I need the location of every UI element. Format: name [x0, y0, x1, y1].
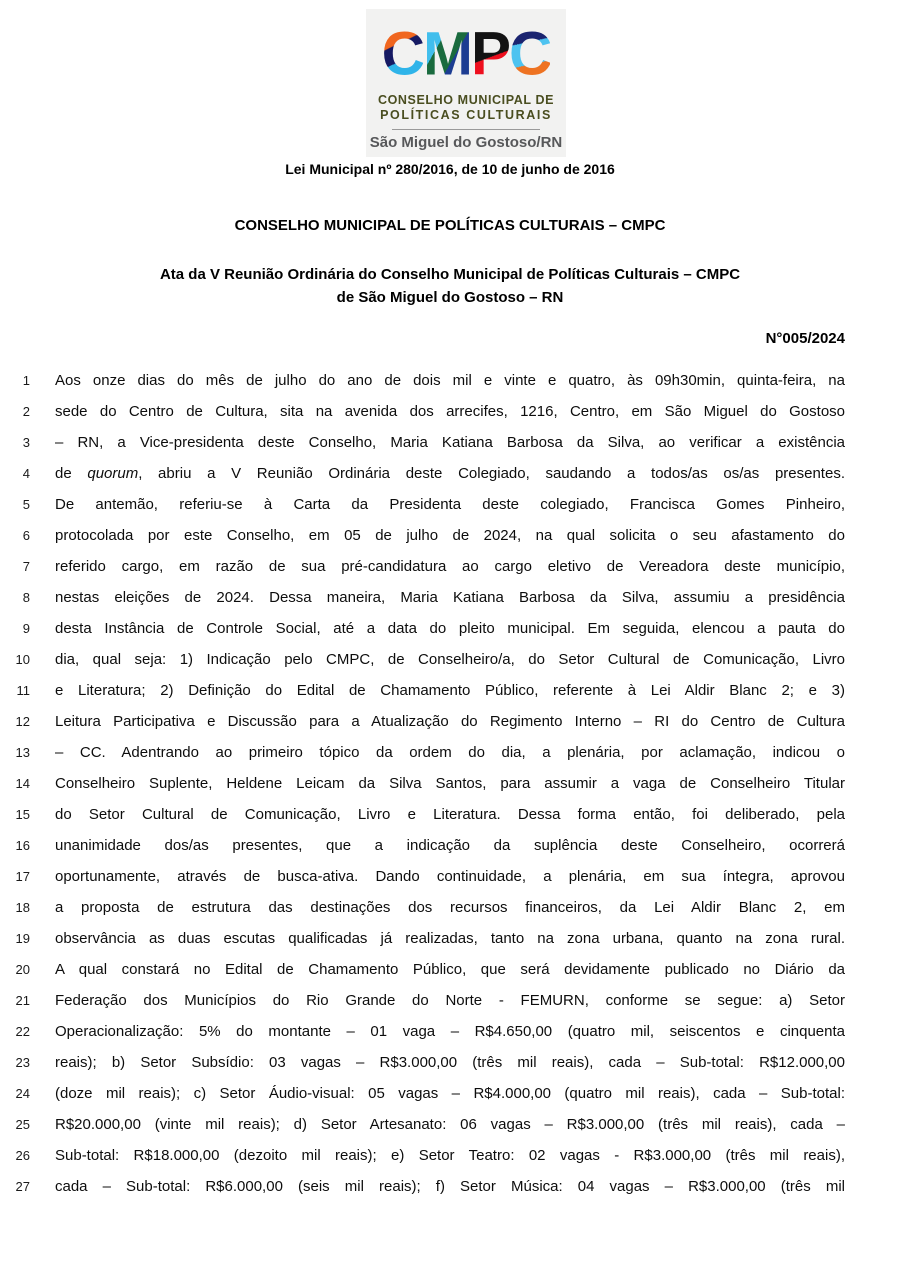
line-number: 11: [16, 683, 30, 698]
line-number: 19: [15, 931, 30, 946]
line-number: 22: [15, 1024, 30, 1039]
line-number: 10: [15, 652, 30, 667]
line-text: R$20.000,00 (vinte mil reais); d) Setor Artesanato: 06 vagas – R$3.000,00 (três mil reais), cada –: [55, 1116, 845, 1133]
doc-number: N°005/2024: [765, 330, 845, 347]
line-number: 13: [15, 745, 30, 760]
line-number: 12: [15, 714, 30, 729]
logo-block: [0, 0, 900, 157]
line-number: 15: [15, 807, 30, 822]
document-line: [0, 1171, 900, 1202]
line-number: 25: [15, 1117, 30, 1132]
logo-org-name-line1: CONSELHO MUNICIPAL DE: [377, 93, 555, 107]
document-line: [0, 1140, 900, 1171]
line-text: (doze mil reais); c) Setor Áudio-visual: 05 vagas – R$4.000,00 (quatro mil reais), cada – Sub-total:: [55, 1085, 845, 1102]
line-text: Conselheiro Suplente, Heldene Leicam da Silva Santos, para assumir a vaga de Conselheiro Titular: [55, 775, 845, 792]
logo-org-name-line2: POLÍTICAS CULTURAIS: [380, 108, 552, 122]
line-number: 14: [15, 776, 30, 791]
logo-letter: M: [422, 19, 471, 88]
line-text: Federação dos Municípios do Rio Grande do Norte - FEMURN, conforme se segue: a) Setor: [55, 992, 845, 1009]
document-line: [0, 923, 900, 954]
line-text: reais); b) Setor Subsídio: 03 vagas – R$3.000,00 (três mil reais), cada – Sub-total: R$12.000,00: [55, 1054, 845, 1071]
line-text: e Literatura; 2) Definição do Edital de Chamamento Público, referente à Lei Aldir Blanc 2; e 3): [55, 682, 845, 699]
ata-title-line2: de São Miguel do Gostoso – RN: [336, 289, 564, 306]
law-line: Lei Municipal nº 280/2016, de 10 de junho de 2016: [285, 161, 615, 177]
line-text: cada – Sub-total: R$6.000,00 (seis mil reais); f) Setor Música: 04 vagas – R$3.000,00 (três mil: [55, 1178, 845, 1195]
line-text: dia, qual seja: 1) Indicação pelo CMPC, de Conselheiro/a, do Setor Cultural de Comunicação, Livro: [55, 651, 845, 668]
line-text: Sub-total: R$18.000,00 (dezoito mil reais); e) Setor Teatro: 02 vagas - R$3.000,00 (três mil reais),: [55, 1147, 845, 1164]
line-number: 8: [22, 590, 30, 605]
line-text: oportunamente, através de busca-ativa. Dando continuidade, a plenária, em sua íntegra, aprovou: [55, 868, 845, 885]
cmpc-logo: [366, 9, 566, 157]
line-number: 17: [15, 869, 30, 884]
line-number: 4: [22, 466, 30, 481]
line-text: Operacionalização: 5% do montante – 01 vaga – R$4.650,00 (quatro mil, seiscentos e cinquenta: [55, 1023, 845, 1040]
line-text: sede do Centro de Cultura, sita na avenida dos arrecifes, 1216, Centro, em São Miguel do Gostoso: [55, 403, 845, 420]
ata-title-line1: Ata da V Reunião Ordinária do Conselho Municipal de Políticas Culturais – CMPC: [159, 266, 741, 283]
document-line: [0, 582, 900, 613]
logo-letter: P: [470, 19, 509, 88]
document-line: [0, 1016, 900, 1047]
logo-acronym: [366, 15, 566, 87]
document-body: [0, 365, 900, 1202]
logo-letter: C: [509, 19, 551, 88]
document-line: [0, 861, 900, 892]
logo-letter: C: [381, 19, 423, 88]
line-text: do Setor Cultural de Comunicação, Livro e Literatura. Dessa forma então, foi deliberado, pela: [55, 806, 845, 823]
line-text: de quorum, abriu a V Reunião Ordinária deste Colegiado, saudando a todos/as os/as presentes.: [55, 465, 845, 482]
document-line: [0, 706, 900, 737]
document-line: [0, 613, 900, 644]
document-line: [0, 644, 900, 675]
line-text: unanimidade dos/as presentes, que a indicação da suplência deste Conselheiro, ocorrerá: [55, 837, 845, 854]
line-number: 18: [15, 900, 30, 915]
line-text: desta Instância de Controle Social, até a data do pleito municipal. Em seguida, elencou a pauta do: [55, 620, 845, 637]
line-number: 20: [15, 962, 30, 977]
line-text: De antemão, referiu-se à Carta da Presidenta deste colegiado, Francisca Gomes Pinheiro,: [55, 496, 845, 513]
line-text: nestas eleições de 2024. Dessa maneira, Maria Katiana Barbosa da Silva, assumiu a presidência: [55, 589, 845, 606]
line-text: a proposta de estrutura das destinações dos recursos financeiros, da Lei Aldir Blanc 2, em: [55, 899, 845, 916]
line-text: – RN, a Vice-presidenta deste Conselho, Maria Katiana Barbosa da Silva, ao verificar a existência: [55, 434, 845, 451]
line-text: protocolada por este Conselho, em 05 de julho de 2024, na qual solicita o seu afastamento do: [55, 527, 845, 544]
line-number: 23: [15, 1055, 30, 1070]
document-line: [0, 985, 900, 1016]
logo-divider: [392, 129, 540, 130]
line-number: 6: [22, 528, 30, 543]
line-number: 21: [15, 993, 30, 1008]
document-line: [0, 520, 900, 551]
document-line: [0, 489, 900, 520]
document-line: [0, 954, 900, 985]
document-line: [0, 830, 900, 861]
line-number: 7: [22, 559, 30, 574]
line-number: 1: [22, 373, 30, 388]
line-number: 16: [15, 838, 30, 853]
line-number: 24: [15, 1086, 30, 1101]
document-line: [0, 892, 900, 923]
document-line: [0, 458, 900, 489]
document-line: [0, 768, 900, 799]
line-text: Aos onze dias do mês de julho do ano de dois mil e vinte e quatro, às 09h30min, quinta-feira, na: [55, 372, 845, 389]
line-number: 9: [22, 621, 30, 636]
line-text: A qual constará no Edital de Chamamento Público, que será devidamente publicado no Diário da: [55, 961, 845, 978]
document-line: [0, 737, 900, 768]
document-line: [0, 365, 900, 396]
line-text: referido cargo, em razão de sua pré-candidatura ao cargo eletivo de Vereadora deste município,: [55, 558, 845, 575]
council-title: CONSELHO MUNICIPAL DE POLÍTICAS CULTURAIS – CMPC: [234, 217, 666, 234]
document-line: [0, 675, 900, 706]
line-number: 3: [22, 435, 30, 450]
line-number: 2: [22, 404, 30, 419]
document-line: [0, 1078, 900, 1109]
line-number: 27: [15, 1179, 30, 1194]
logo-city: São Miguel do Gostoso/RN: [369, 134, 563, 151]
line-number: 5: [22, 497, 30, 512]
line-number: 26: [15, 1148, 30, 1163]
document-line: [0, 551, 900, 582]
document-line: [0, 427, 900, 458]
document-line: [0, 396, 900, 427]
document-line: [0, 1109, 900, 1140]
document-line: [0, 799, 900, 830]
line-text: – CC. Adentrando ao primeiro tópico da ordem do dia, a plenária, por aclamação, indicou o: [55, 744, 845, 761]
ata-title: [0, 263, 900, 309]
line-text: observância as duas escutas qualificadas já realizadas, tanto na zona urbana, quanto na zona rural.: [55, 930, 845, 947]
document-line: [0, 1047, 900, 1078]
line-text: Leitura Participativa e Discussão para a Atualização do Regimento Interno – RI do Centro de Cultura: [55, 713, 845, 730]
